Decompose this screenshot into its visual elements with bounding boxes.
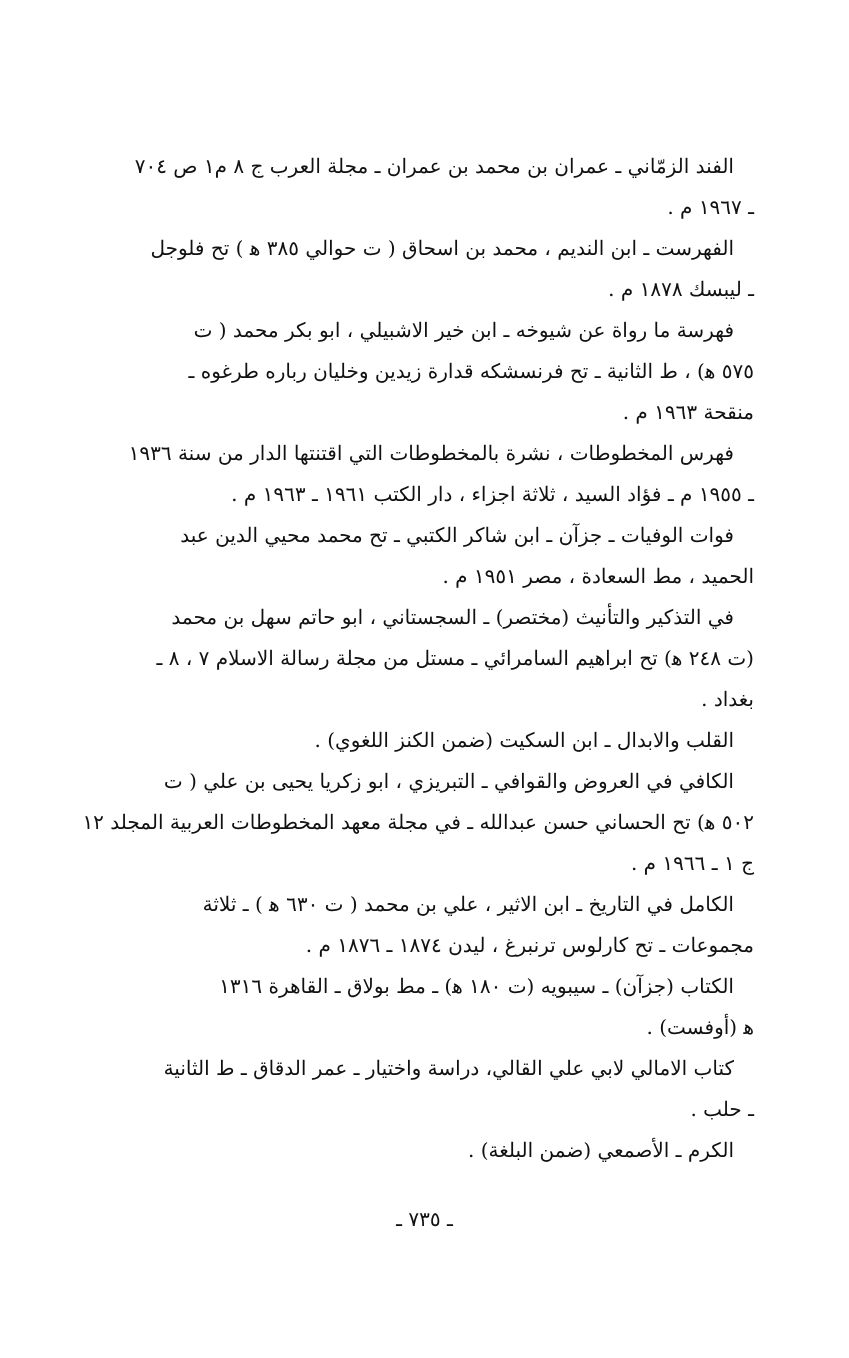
entry-continuation-line: مجموعات ـ تح كارلوس ترنبرغ ، ليدن ١٨٧٤ ـ ١٨٧٦ م . <box>305 933 754 957</box>
bibliography-text <box>82 146 754 1171</box>
entry-first-line: كتاب الامالي لابي علي القالي، دراسة واختيار ـ عمر الدقاق ـ ط الثانية <box>163 1056 734 1080</box>
entry-continuation-line: ﻫ (أوفست) . <box>646 1015 754 1039</box>
entry-continuation-line: ـ ١٩٥٥ م ـ فؤاد السيد ، ثلاثة اجزاء ، دار الكتب ١٩٦١ ـ ١٩٦٣ م . <box>231 482 754 506</box>
entry-first-line: الفهرست ـ ابن النديم ، محمد بن اسحاق ( ت حوالي ٣٨٥ ﻫ ) تح فلوجل <box>150 236 734 260</box>
entry-continuation-line: ٥٠٢ ﻫ) تح الحساني حسن عبدالله ـ في مجلة معهد المخطوطات العربية المجلد ١٢ <box>82 810 754 834</box>
entry-continuation-line: ٥٧٥ ﻫ) ، ط الثانية ـ تح فرنسشكه قدارة زيدين وخليان رباره طرغوه ـ <box>188 359 754 383</box>
page-number: ـ ٧٣٥ ـ <box>396 1207 453 1231</box>
entry-continuation-line: ـ ليبسك ١٨٧٨ م . <box>608 277 754 301</box>
entry-continuation-line: الحميد ، مط السعادة ، مصر ١٩٥١ م . <box>442 564 754 588</box>
entry-continuation-line: ـ ١٩٦٧ م . <box>667 195 754 219</box>
entry-first-line: الفند الزمّاني ـ عمران بن محمد بن عمران ـ مجلة العرب ج ٨ م١ ص ٧٠٤ <box>134 154 734 178</box>
entry-first-line: الكتاب (جزآن) ـ سيبويه (ت ١٨٠ ﻫ) ـ مط بولاق ـ القاهرة ١٣١٦ <box>219 974 734 998</box>
entry-first-line: في التذكير والتأنيث (مختصر) ـ السجستاني ، ابو حاتم سهل بن محمد <box>171 605 734 629</box>
entry-first-line: فهرس المخطوطات ، نشرة بالمخطوطات التي اقتنتها الدار من سنة ١٩٣٦ <box>128 441 734 465</box>
entry-first-line: الكرم ـ الأصمعي (ضمن البلغة) . <box>468 1138 734 1162</box>
entry-continuation-line: (ت ٢٤٨ ﻫ) تح ابراهيم السامرائي ـ مستل من مجلة رسالة الاسلام ٧ ، ٨ ـ <box>156 646 754 670</box>
entry-first-line: الكامل في التاريخ ـ ابن الاثير ، علي بن محمد ( ت ٦٣٠ ﻫ ) ـ ثلاثة <box>202 892 734 916</box>
entry-first-line: فهرسة ما رواة عن شيوخه ـ ابن خير الاشبيلي ، ابو بكر محمد ( ت <box>193 318 734 342</box>
entry-continuation-line: بغداد . <box>701 687 754 711</box>
entry-continuation-line: ج ١ ـ ١٩٦٦ م . <box>630 851 754 875</box>
entry-first-line: الكافي في العروض والقوافي ـ التبريزي ، ابو زكريا يحيى بن علي ( ت <box>163 769 734 793</box>
entry-first-line: فوات الوفيات ـ جزآن ـ ابن شاكر الكتبي ـ تح محمد محيي الدين عبد <box>180 523 734 547</box>
entry-continuation-line: ـ حلب . <box>690 1097 754 1121</box>
entry-continuation-line: منقحة ١٩٦٣ م . <box>622 400 754 424</box>
entry-first-line: القلب والابدال ـ ابن السكيت (ضمن الكنز اللغوي) . <box>314 728 734 752</box>
